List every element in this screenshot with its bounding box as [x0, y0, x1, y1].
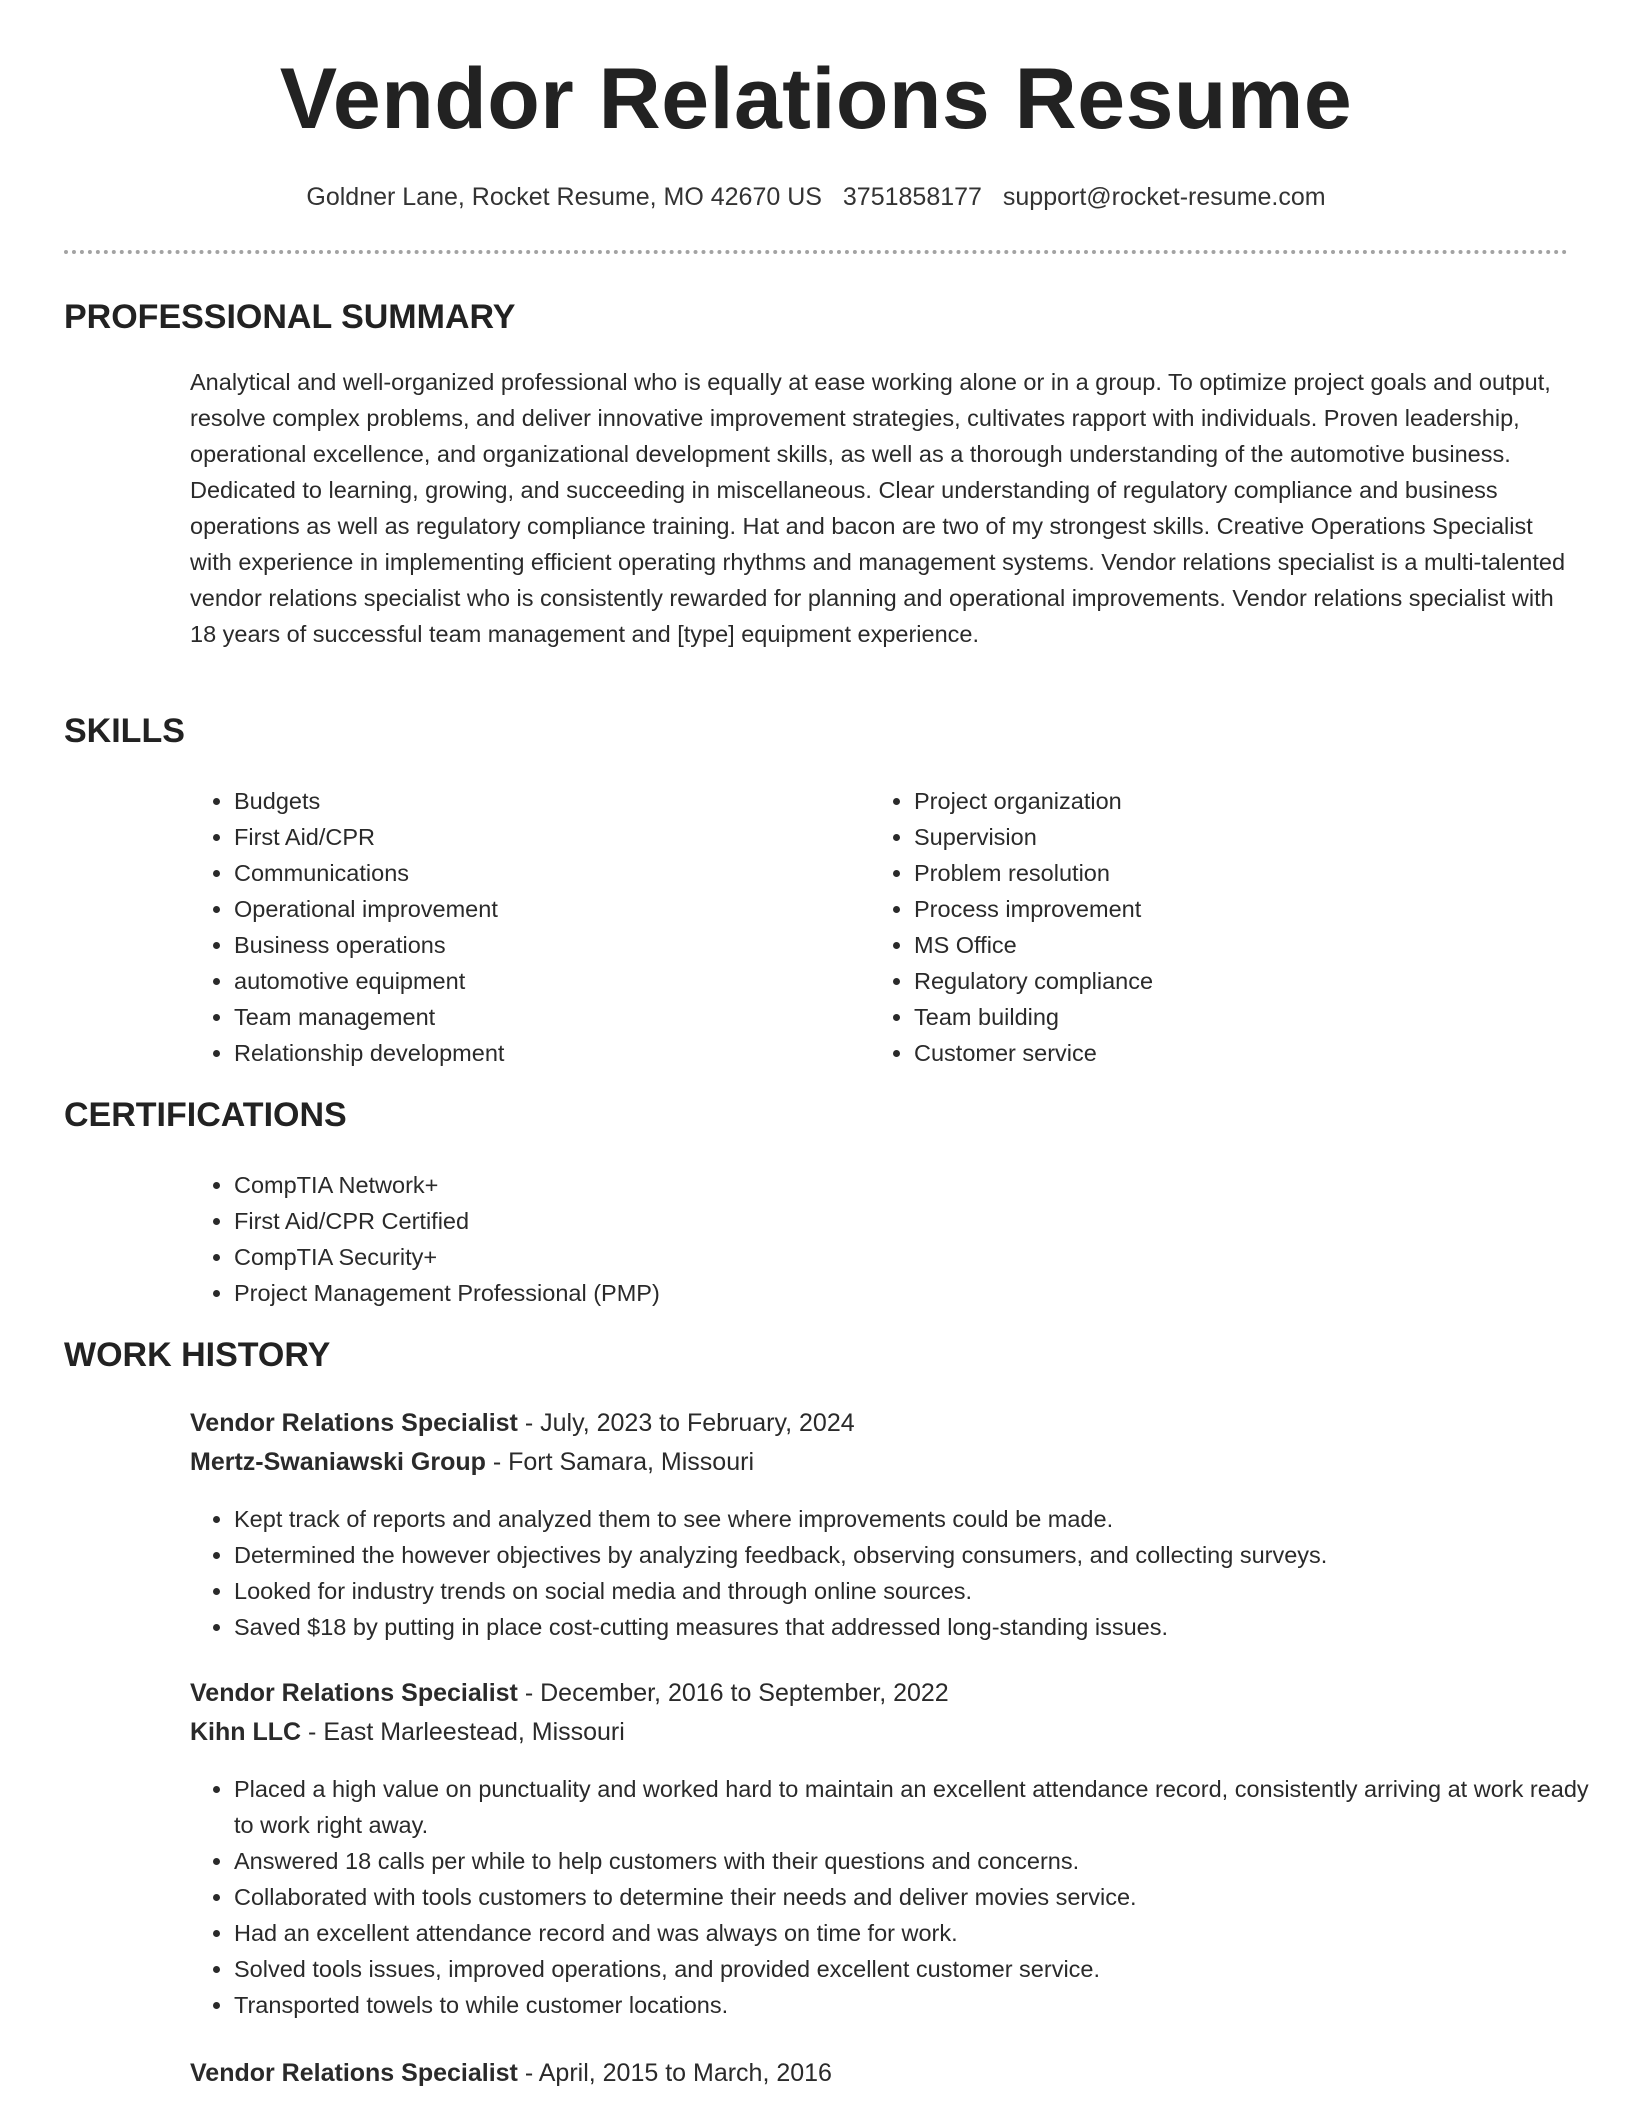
skill-item: • automotive equipment	[234, 963, 834, 999]
certification-item: • CompTIA Network+	[234, 1167, 1534, 1203]
job-company: Mertz-Swaniawski Group	[190, 1448, 486, 1476]
skill-item: • Regulatory compliance	[914, 963, 1514, 999]
job-company-line: Kihn LLC - East Marleestead, Missouri	[190, 1718, 625, 1746]
job-bullet: • Solved tools issues, improved operations, and provided excellent customer service.	[234, 1951, 1614, 1987]
certification-item: • CompTIA Security+	[234, 1239, 1534, 1275]
contact-phone: 3751858177	[842, 183, 982, 211]
job-bullet: • Looked for industry trends on social media and through online sources.	[234, 1573, 1614, 1609]
job-company: Kihn LLC	[190, 1718, 302, 1746]
job-bullet: • Determined the however objectives by analyzing feedback, observing consumers, and collecting surveys.	[234, 1537, 1614, 1573]
skill-item: • Team building	[914, 999, 1514, 1035]
skill-item: • Problem resolution	[914, 855, 1514, 891]
job-bullet: • Answered 18 calls per while to help customers with their questions and concerns.	[234, 1843, 1614, 1879]
skill-item: • Communications	[234, 855, 834, 891]
job-location: East Marleestead, Missouri	[323, 1718, 625, 1746]
contact-line	[0, 183, 1632, 212]
job-bullet: • Transported towels to while customer locations.	[234, 1987, 1614, 2023]
skill-item: • Operational improvement	[234, 891, 834, 927]
certification-item: • First Aid/CPR Certified	[234, 1203, 1534, 1239]
job-bullet: • Collaborated with tools customers to determine their needs and deliver movies service.	[234, 1879, 1614, 1915]
work-history-heading: WORK HISTORY	[64, 1336, 331, 1374]
job-title: Vendor Relations Specialist	[190, 1409, 518, 1437]
certification-item: • Project Management Professional (PMP)	[234, 1275, 1534, 1311]
skill-item: • Team management	[234, 999, 834, 1035]
job-bullets	[190, 1771, 1614, 2023]
skills-list-left	[190, 783, 834, 1071]
skill-item: • Project organization	[914, 783, 1514, 819]
skill-item: • Business operations	[234, 927, 834, 963]
skill-item: • Supervision	[914, 819, 1514, 855]
skills-heading: SKILLS	[64, 712, 185, 750]
job-bullet: • Placed a high value on punctuality and worked hard to maintain an excellent attendance record, consistently arriving at work ready to work right away.	[234, 1771, 1614, 1843]
skill-item: • Relationship development	[234, 1035, 834, 1071]
header-divider	[64, 250, 1568, 254]
skill-item: • MS Office	[914, 927, 1514, 963]
job-dates: April, 2015 to March, 2016	[538, 2059, 832, 2087]
job-company-line: Mertz-Swaniawski Group - Fort Samara, Missouri	[190, 1448, 754, 1476]
skill-item: • Customer service	[914, 1035, 1514, 1071]
resume-title: Vendor Relations Resume	[279, 51, 1353, 147]
skill-item: • First Aid/CPR	[234, 819, 834, 855]
job-bullet: • Had an excellent attendance record and was always on time for work.	[234, 1915, 1614, 1951]
job-title-line: Vendor Relations Specialist - December, 2016 to September, 2022	[190, 1679, 949, 1707]
job-title-line: Vendor Relations Specialist - April, 2015 to March, 2016	[190, 2059, 832, 2087]
job-bullet: • Kept track of reports and analyzed them to see where improvements could be made.	[234, 1501, 1614, 1537]
job-bullet: • Saved $18 by putting in place cost-cutting measures that addressed long-standing issues.	[234, 1609, 1614, 1645]
certifications-list	[190, 1167, 1534, 1311]
certifications-heading: CERTIFICATIONS	[64, 1096, 347, 1134]
skills-list-right	[870, 783, 1514, 1071]
contact-address: Goldner Lane, Rocket Resume, MO 42670 US	[306, 183, 822, 211]
job-title: Vendor Relations Specialist	[190, 2059, 518, 2087]
job-bullets	[190, 1501, 1614, 1645]
job-dates: December, 2016 to September, 2022	[540, 1679, 949, 1707]
job-title: Vendor Relations Specialist	[190, 1679, 518, 1707]
job-location: Fort Samara, Missouri	[508, 1448, 754, 1476]
job-dates: July, 2023 to February, 2024	[540, 1409, 855, 1437]
skill-item: • Budgets	[234, 783, 834, 819]
summary-heading: PROFESSIONAL SUMMARY	[64, 298, 516, 336]
summary-text: Analytical and well-organized professional who is equally at ease working alone or in a group. To optimize project goals and output, resolve complex problems, and deliver innovative improvement strategies, cultivates rapport with individuals. Proven leadership, operational excellence, and organizational development skills, as well as a thorough understanding of the automotive business. Dedicated to learning, growing, and succeeding in miscellaneous. Clear understanding of regulatory compliance and business operations as well as regulatory compliance training. Hat and bacon are two of my strongest skills. Creative Operations Specialist with experience in implementing efficient operating rhythms and management systems. Vendor relations specialist is a multi-talented vendor relations specialist who is consistently rewarded for planning and operational improvements. Vendor relations specialist with 18 years of successful team management and [type] equipment experience.	[190, 369, 1566, 647]
skill-item: • Process improvement	[914, 891, 1514, 927]
job-title-line: Vendor Relations Specialist - July, 2023 to February, 2024	[190, 1409, 855, 1437]
contact-email: support@rocket-resume.com	[1002, 183, 1326, 211]
